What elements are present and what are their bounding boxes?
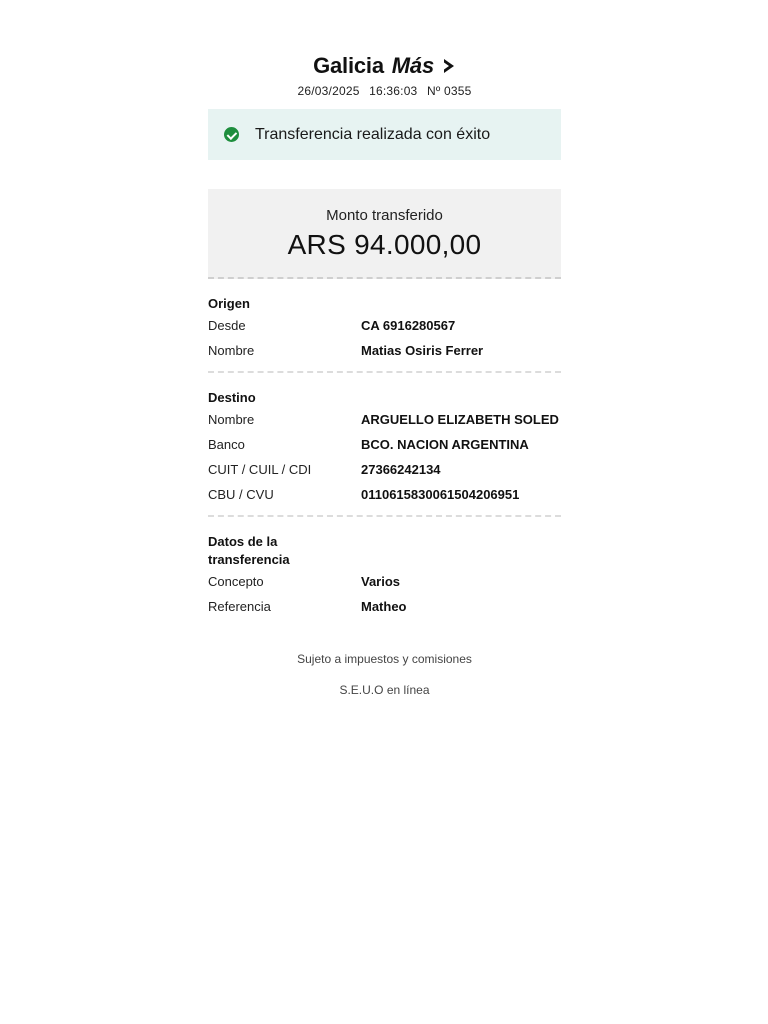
brand-logo	[208, 52, 561, 80]
detail-row	[208, 407, 561, 432]
detail-label: CBU / CVU	[208, 487, 274, 502]
detail-value: Matias Osiris Ferrer	[361, 343, 484, 358]
detail-label: Concepto	[208, 574, 264, 589]
section-title-transfer: Datos de la transferencia	[208, 534, 290, 567]
success-banner	[208, 109, 561, 160]
receipt-number: Nº 0355	[426, 84, 472, 98]
detail-row	[208, 594, 561, 619]
receipt-time: 16:36:03	[369, 84, 418, 98]
section-title-destination: Destino	[208, 390, 256, 405]
detail-value: BCO. NACION ARGENTINA	[361, 437, 529, 452]
detail-value: Matheo	[361, 599, 407, 614]
detail-value: 0110615830061504206951	[361, 487, 520, 502]
brand-name: Galicia	[313, 53, 384, 78]
check-circle-icon	[224, 127, 239, 142]
detail-value: ARGUELLO ELIZABETH SOLED	[361, 412, 559, 427]
section-title-origin: Origen	[208, 296, 250, 311]
detail-row	[208, 432, 561, 457]
detail-row	[208, 569, 561, 594]
origin-section	[208, 279, 561, 373]
detail-label: Desde	[208, 318, 246, 333]
detail-label: Nombre	[208, 343, 255, 358]
detail-row	[208, 338, 561, 363]
transfer-data-section	[208, 517, 561, 627]
chevron-right-icon	[442, 53, 456, 69]
amount-box	[208, 189, 561, 279]
receipt-meta	[208, 83, 561, 99]
detail-value: 27366242134	[361, 462, 441, 477]
brand-suffix: Más	[391, 53, 434, 78]
receipt-date: 26/03/2025	[297, 84, 360, 98]
detail-value: CA 6916280567	[361, 318, 456, 333]
receipt-footer	[208, 651, 561, 698]
detail-row	[208, 313, 561, 338]
detail-label: Banco	[208, 437, 245, 452]
tax-disclaimer: Sujeto a impuestos y comisiones	[297, 652, 472, 666]
amount-value: ARS 94.000,00	[287, 229, 482, 260]
amount-label: Monto transferido	[326, 207, 443, 224]
seuo-note: S.E.U.O en línea	[339, 683, 430, 697]
transfer-receipt	[208, 0, 561, 713]
detail-value: Varios	[361, 574, 401, 589]
detail-row	[208, 482, 561, 507]
destination-section	[208, 373, 561, 517]
success-message: Transferencia realizada con éxito	[255, 125, 491, 143]
detail-label: Referencia	[208, 599, 271, 614]
detail-label: CUIT / CUIL / CDI	[208, 462, 312, 477]
detail-row	[208, 457, 561, 482]
detail-label: Nombre	[208, 412, 255, 427]
